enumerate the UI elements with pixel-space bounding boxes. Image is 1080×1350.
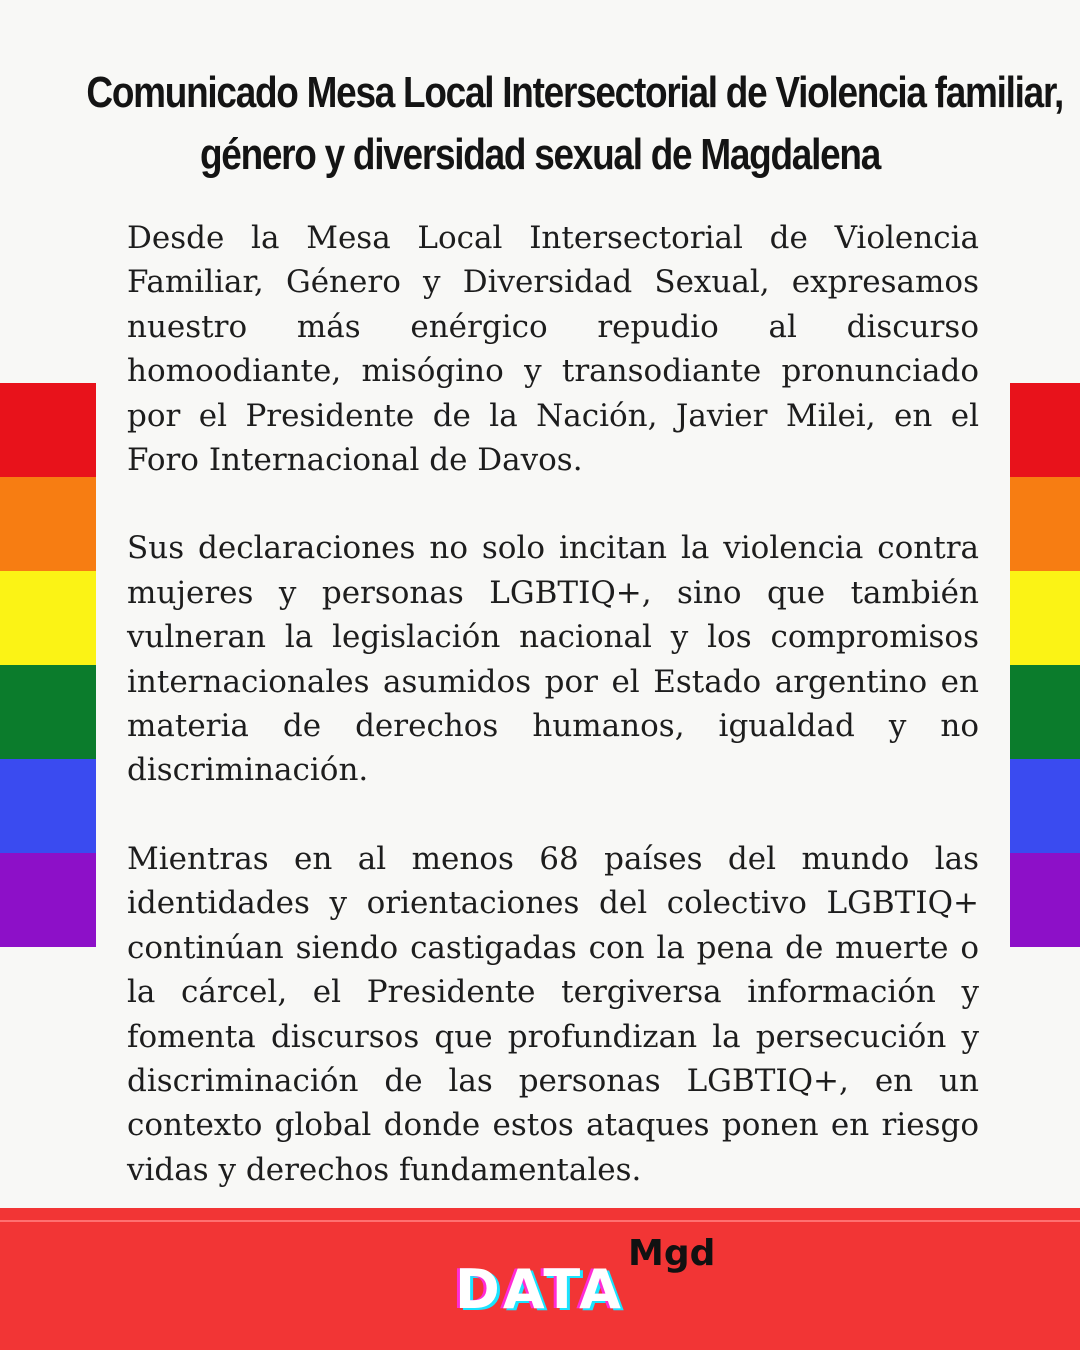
flag-stripe-red	[1010, 383, 1080, 477]
flag-stripe-orange	[1010, 477, 1080, 571]
footer-divider	[0, 1220, 1080, 1222]
flag-stripe-violet	[0, 853, 96, 947]
flag-stripe-blue	[0, 759, 96, 853]
brand-logo: DATA	[455, 1258, 624, 1321]
flag-stripe-violet	[1010, 853, 1080, 947]
flag-stripe-yellow	[0, 571, 96, 665]
rainbow-flag-left	[0, 383, 96, 947]
paragraph-1: Desde la Mesa Local Intersectorial de Violencia Familiar, Género y Diversidad Sexual, expresamos nuestro más enérgico repudio al discurso homoodiante, misógino y transodiante pronunciado por el Presidente de la Nación, Javier Milei, en el Foro Internacional de Davos.	[127, 220, 979, 479]
flag-stripe-red	[0, 383, 96, 477]
title-line-1: Comunicado Mesa Local Intersectorial de Violencia familiar,	[86, 68, 1064, 117]
flag-stripe-green	[0, 665, 96, 759]
brand-logo-superscript: Mgd	[628, 1233, 716, 1274]
flag-stripe-yellow	[1010, 571, 1080, 665]
flag-stripe-orange	[0, 477, 96, 571]
flag-stripe-blue	[1010, 759, 1080, 853]
paragraph-2: Sus declaraciones no solo incitan la violencia contra mujeres y personas LGBTIQ+, sino que también vulneran la legislación nacional y los compromisos internacionales asumidos por el Estado argentino en materia de derechos humanos, igualdad y no discriminación.	[127, 530, 979, 789]
page-title	[86, 62, 1064, 186]
flag-stripe-green	[1010, 665, 1080, 759]
rainbow-flag-right	[1010, 383, 1080, 947]
statement-body	[127, 216, 979, 1236]
title-line-2: género y diversidad sexual de Magdalena	[199, 130, 881, 179]
paragraph-3: Mientras en al menos 68 países del mundo las identidades y orientaciones del colectivo LGBTIQ+ continúan siendo castigadas con la pena de muerte o la cárcel, el Presidente tergiversa información y fomenta discursos que profundizan la persecución y discriminación de las personas LGBTIQ+, en un contexto global donde estos ataques ponen en riesgo vidas y derechos fundamentales.	[127, 840, 979, 1188]
